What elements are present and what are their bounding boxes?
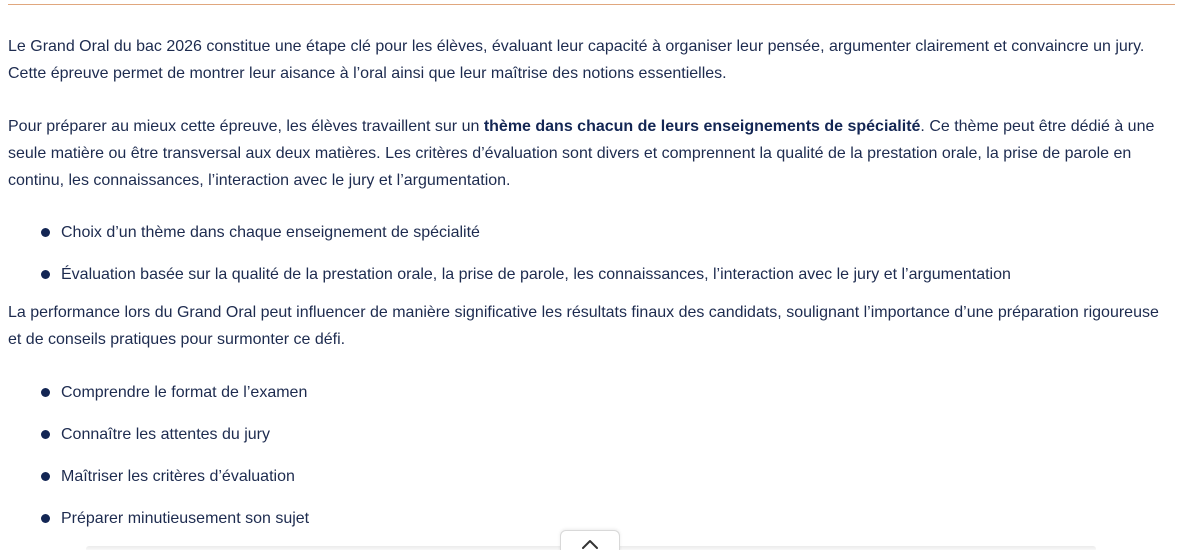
bullet-icon [41, 228, 50, 237]
preparation-text-start: Pour préparer au mieux cette épreuve, les élèves travaillent sur un [8, 118, 484, 135]
list-item-text: Préparer minutieusement son sujet [61, 510, 310, 527]
list-item-text: Maîtriser les critères d’évaluation [61, 468, 295, 485]
preparation-text-end: . Ce thème peut être dédié à une seule matière ou être transversal aux deux matières. Les critères d’évaluation sont divers et comprennent la qualité de la prestation orale, la prise de parole en continu, les connaissances, l’interaction avec le jury et l’argumentation. [8, 118, 1155, 189]
article-body [8, 33, 1168, 547]
bullet-icon [41, 430, 50, 439]
intro-paragraph: Le Grand Oral du bac 2026 constitue une étape clé pour les élèves, évaluant leur capacité à organiser leur pensée, argumenter clairement et convaincre un jury. Cette épreuve permet de montrer leur aisance à l’oral ainsi que leur maîtrise des notions essentielles. [8, 38, 1145, 82]
list-item-text: Choix d’un thème dans chaque enseignement de spécialité [61, 224, 480, 241]
chevron-up-icon [581, 539, 599, 550]
bullet-icon [41, 270, 50, 279]
bullet-icon [41, 388, 50, 397]
bullet-icon [41, 472, 50, 481]
list-item [8, 379, 1168, 421]
top-divider [8, 4, 1175, 5]
advice-list [8, 379, 1168, 547]
list-item-text: Évaluation basée sur la qualité de la prestation orale, la prise de parole, les connaissances, l’interaction avec le jury et l’argumentation [61, 266, 1011, 283]
list-item-text: Comprendre le format de l’examen [61, 384, 308, 401]
list-item-text: Connaître les attentes du jury [61, 426, 271, 443]
list-item [8, 261, 1168, 288]
list-item [8, 463, 1168, 505]
scroll-to-top-button[interactable] [560, 530, 620, 550]
bullet-icon [41, 514, 50, 523]
criteria-list [8, 219, 1168, 288]
list-item [8, 219, 1168, 261]
list-item [8, 421, 1168, 463]
preparation-highlight: thème dans chacun de leurs enseignements de spécialité [483, 118, 921, 135]
preparation-paragraph [8, 113, 1168, 194]
performance-paragraph: La performance lors du Grand Oral peut influencer de manière significative les résultats finaux des candidats, soulignant l’importance d’une préparation rigoureuse et de conseils pratiques pour surmonter ce défi. [8, 304, 1159, 348]
